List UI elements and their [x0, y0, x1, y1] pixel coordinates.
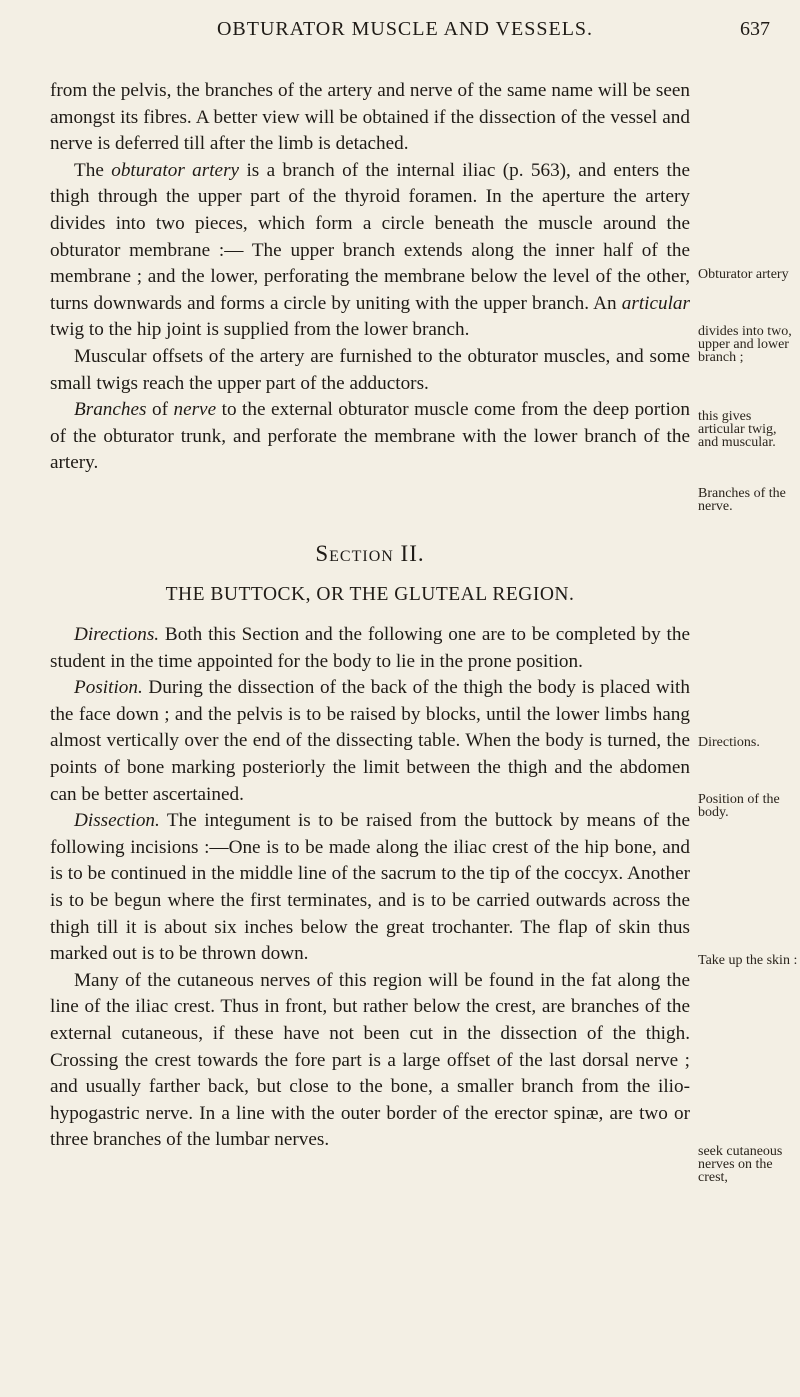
term-articular: articular	[621, 292, 690, 314]
margin-note-directions: Directions.	[698, 735, 760, 750]
paragraph-text: is a branch of the internal iliac (p. 563), and enters the thigh through the upper part of the thyroid foramen. In the aperture the artery divides into two pieces, which form a circle beneath the muscle around the obturator membrane :— The upper branch extends along the inner half of the membrane ; and the lower, perforating the membrane below the level of the other, turns downwards and forms a circle by uniting with the upper branch. An	[50, 159, 690, 314]
paragraph-text: of	[146, 399, 174, 421]
running-head: OBTURATOR MUSCLE AND VESSELS.	[216, 18, 594, 40]
paragraph-text: twig to the hip joint is supplied from the lower branch.	[50, 319, 470, 341]
page-number: 637	[740, 18, 770, 40]
paragraph-text: to the external obturator muscle come from the deep portion of the obturator trunk, and perforate the membrane with the lower branch of the artery.	[50, 399, 690, 474]
paragraph-cutaneous-nerves: Many of the cutaneous nerves of this region will be found in the fat along the line of the iliac crest. Thus in front, but rather below the crest, are branches of the external cutaneous, if these have not been cut in the dissection of the thigh. Crossing the crest towards the fore part is a large offset of the last dorsal nerve ; and usually farther back, but close to the bone, a smaller branch from the ilio-hypogastric nerve. In a line with the outer border of the erector spinæ, are two or three branches of the lumbar nerves.	[50, 969, 690, 1151]
margin-note-cutaneous-nerves: seek cutaneous nerves on the crest,	[698, 1144, 783, 1185]
margin-note-position: Position of the body.	[698, 792, 780, 820]
paragraph-branches-of-nerve	[50, 397, 690, 477]
paragraph-text: During the dissection of the back of the thigh the body is placed with the face down ; and the pelvis is to be raised by blocks, until the lower limbs hang almost vertically over the end of the dissecting table. When the body is turned, the points of bone marking posteriorly the limit between the thigh and the abdomen can be better ascertained.	[50, 677, 690, 805]
term-branches: Branches	[74, 399, 147, 421]
paragraph-muscular-offsets: Muscular offsets of the artery are furnished to the obturator muscles, and some small twigs reach the upper part of the adductors.	[50, 345, 690, 394]
term-nerve: nerve	[173, 399, 217, 421]
paragraph-directions	[50, 622, 690, 675]
margin-note-articular-twig: this gives articular twig, and muscular.	[698, 409, 777, 450]
paragraph-position	[50, 675, 690, 808]
term-position: Position.	[74, 677, 143, 699]
margin-note-divides: divides into two, upper and lower branch ;	[698, 324, 792, 365]
paragraph-obturator-artery	[50, 158, 690, 344]
paragraph-dissection	[50, 808, 690, 968]
paragraph-dissection-continued: from the pelvis, the branches of the artery and nerve of the same name will be seen amongst its fibres. A better view will be obtained if the dissection of the vessel and nerve is deferred till after the limb is detached.	[50, 80, 690, 155]
term-dissection: Dissection.	[74, 810, 160, 832]
section-subtitle: THE BUTTOCK, OR THE GLUTEAL REGION.	[165, 583, 575, 605]
term-directions: Directions.	[74, 624, 160, 646]
margin-note-obturator-artery: Obturator artery	[698, 267, 789, 282]
margin-note-take-up-skin: Take up the skin :	[698, 953, 798, 968]
page-header	[40, 18, 770, 46]
paragraph-text: The	[74, 159, 112, 181]
paragraph-text: The integument is to be raised from the buttock by means of the following incisions :—One is to be made along the iliac crest of the hip bone, and is to be continued in the middle line of the sacrum to the tip of the coccyx. Another is to be begun where the first terminates, and is to be carried outwards across the thigh till it is about six inches below the great trochanter. The flap of skin thus marked out is to be thrown down.	[50, 810, 690, 965]
term-obturator-artery: obturator artery	[111, 159, 240, 181]
paragraph-text: Both this Section and the following one are to be completed by the student in the time appointed for the body to lie in the prone position.	[50, 624, 690, 672]
margin-note-branches-of-nerve: Branches of the nerve.	[698, 486, 786, 514]
section-title: Section II.	[315, 540, 425, 566]
page-body	[50, 78, 690, 1154]
